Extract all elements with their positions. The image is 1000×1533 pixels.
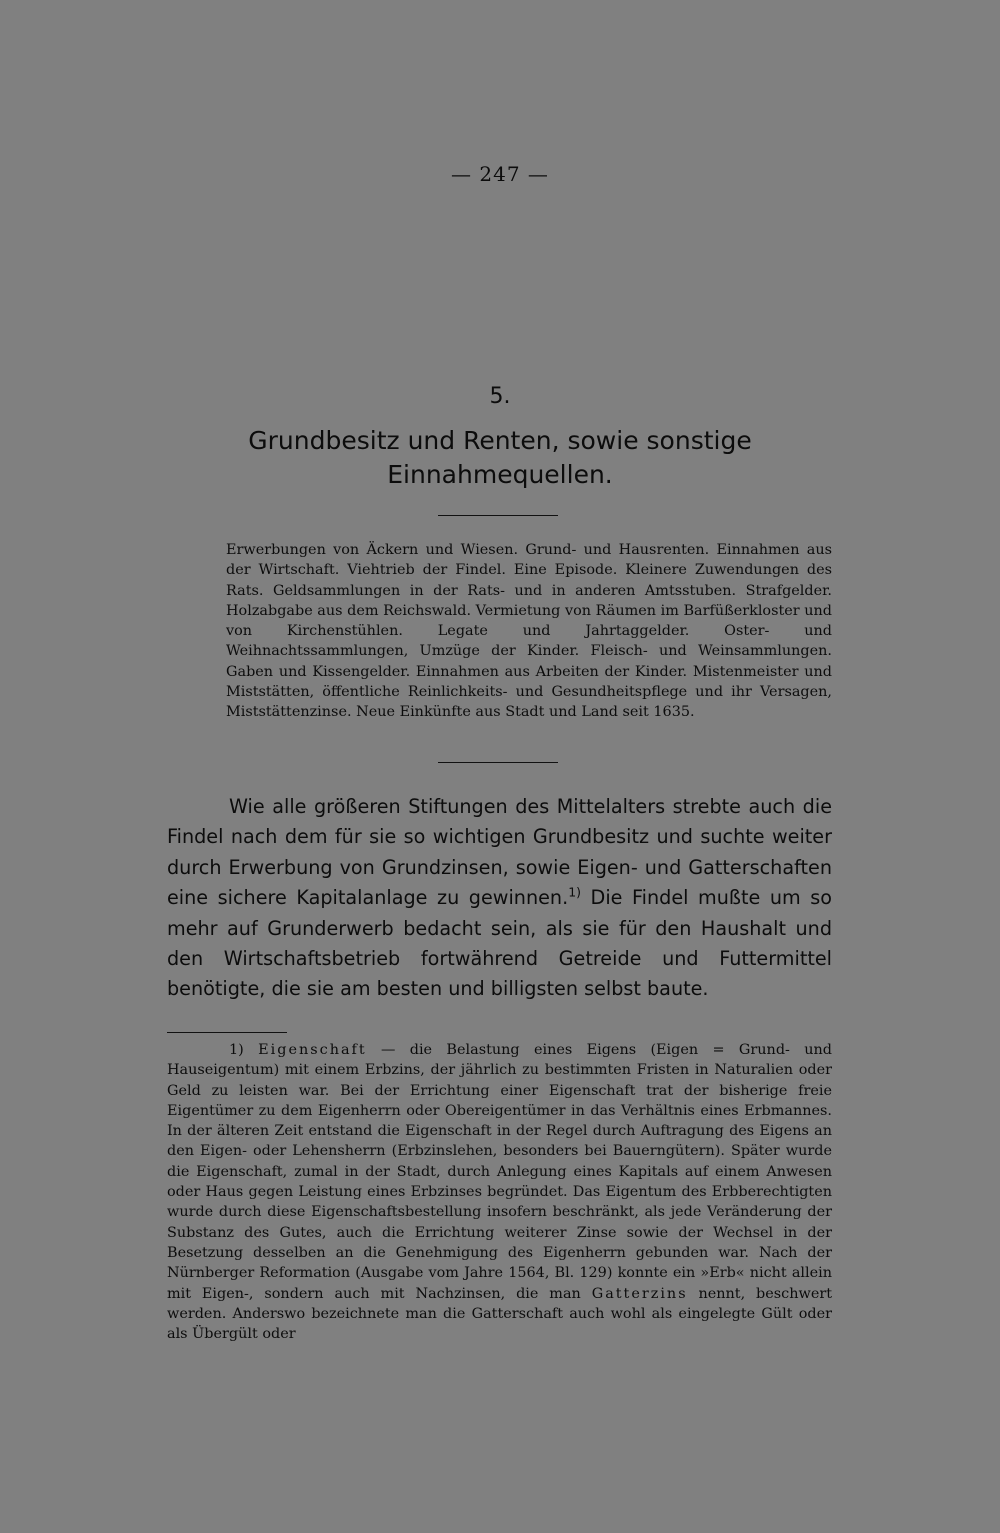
chapter-summary: Erwerbungen von Äckern und Wiesen. Grund- und Hausrenten. Einnahmen aus der Wirtschaft. Viehtrieb der Findel. Eine Episode. Kleinere Zuwendungen des Rats. Geldsammlungen in der Rats- und in anderen Amtsstuben. Strafgelder. Holzabgabe aus dem Reichswald. Vermietung von Räumen im Barfüßerkloster und von Kirchenstühlen. Legate und Jahrtaggelder. Oster- und Weihnachtssammlungen, Umzüge der Kinder. Fleisch- und Weinsammlungen. Gaben und Kissengelder. Einnahmen aus Arbeiten der Kinder. Mistenmeister und Miststätten, öffentliche Reinlichkeits- und Gesundheitspflege und ihr Versagen, Miststättenzinse. Neue Einkünfte aus Stadt und Land seit 1635.: [226, 542, 832, 721]
body-paragraph: [167, 792, 832, 1005]
footnote: [167, 1040, 832, 1344]
footnote-separator: [167, 1032, 287, 1033]
body-text-part: Wie alle größeren Stiftungen des Mittelalters strebte auch die Findel nach dem für sie so wichtigen Grundbesitz und suchte weiter durch Erwerbung von Grundzinsen, sowie Eigen- und Gatterschaften eine sichere Kapitalanlage zu gewinnen.: [167, 795, 832, 910]
footnote-text: nennt, beschwert werden. Anderswo bezeichnete man die Gatterschaft auch wohl als eingelegte Gült oder als Übergült oder: [167, 1285, 832, 1343]
footnote-term: Gatterzins: [591, 1285, 688, 1302]
body-text-part: Die Findel mußte um so mehr auf Grunderwerb bedacht sein, als sie für den Haushalt und den Wirtschaftsbetrieb fortwährend Getreide und Futtermittel benötigte, die sie am besten und billigsten selbst baute.: [167, 886, 832, 1001]
footnote-term: Eigenschaft: [258, 1042, 367, 1058]
footnote-reference: 1): [568, 884, 581, 900]
divider-rule: [438, 515, 558, 516]
chapter-title: Grundbesitz und Renten, sowie sonstige Einnahmequellen.: [248, 426, 752, 489]
chapter-number: 5.: [489, 384, 511, 409]
divider-rule: [438, 762, 558, 763]
page-number: — 247 —: [451, 162, 549, 186]
footnote-text: — die Belastung eines Eigens (Eigen = Grund- und Hauseigentum) mit einem Erbzins, der jährlich zu bestimmten Fristen in Naturalien oder Geld zu leisten war. Bei der Errichtung einer Eigenschaft trat der bisherige freie Eigentümer zu dem Eigenherrn oder Obereigentümer in das Verhältnis eines Erbmannes. In der älteren Zeit entstand die Eigenschaft in der Regel durch Auftragung des Eigens an den Eigen- oder Lehensherrn (Erbzinslehen, besonders bei Bauerngütern). Später wurde die Eigenschaft, zumal in der Stadt, durch Anlegung eines Kapitals auf einem Anwesen oder Haus gegen Leistung eines Erbzinses begründet. Das Eigentum des Erbberechtigten wurde durch diese Eigenschaftsbestellung insofern beschränkt, als jede Veränderung der Substanz des Gutes, auch die Errichtung weiterer Zinse sowie der Wechsel in der Besetzung desselben an die Genehmigung des Eigenherrn gebunden war. Nach der Nürnberger Reformation (Ausgabe vom Jahre 1564, Bl. 129) konnte ein »Erb« nicht allein mit Eigen-, sondern auch mit Nachzinsen, die man: [167, 1042, 832, 1302]
footnote-marker: 1): [229, 1042, 244, 1058]
